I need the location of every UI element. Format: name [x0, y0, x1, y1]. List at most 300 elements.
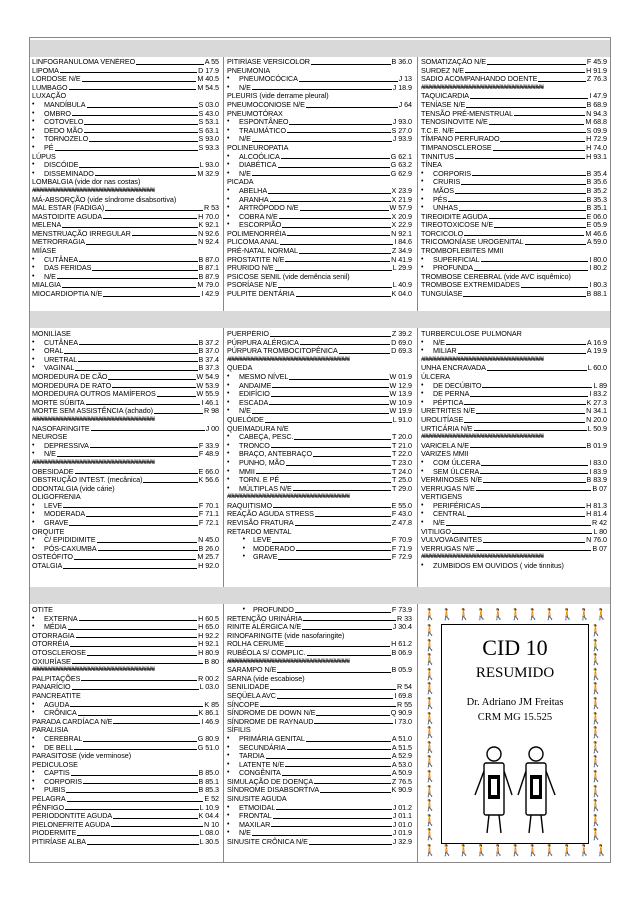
bullet-icon: •	[421, 467, 424, 475]
entry-label: DE DECÚBITO	[433, 380, 482, 390]
index-entry	[227, 838, 412, 847]
entry-label: PIODERMITE	[32, 828, 77, 838]
entry-label: CENTRAL	[433, 509, 467, 519]
leader-line	[300, 210, 389, 211]
entry-label: MODERADO	[253, 543, 295, 553]
entry-label: PROSTATITE N/E	[227, 254, 285, 264]
bullet-icon: •	[32, 519, 35, 527]
leader-line	[538, 81, 585, 82]
icd-code: F 45.9	[586, 58, 607, 66]
person-border-icon: 🚶 🚶 🚶 🚶 🚶 🚶 🚶 🚶 🚶 🚶 🚶	[423, 844, 609, 857]
leader-line	[113, 723, 200, 724]
leader-line	[55, 150, 198, 151]
icd-code: F 72.9	[391, 552, 412, 562]
leader-line	[287, 749, 391, 750]
bullet-icon: •	[32, 544, 35, 552]
entry-label: AGUDA	[44, 699, 70, 709]
entry-label: LIPOMA	[32, 65, 59, 75]
icd-code: H 92.1	[198, 639, 219, 649]
leader-line	[78, 361, 197, 362]
leader-line	[494, 227, 585, 228]
bullet-icon: •	[242, 606, 245, 613]
leader-line	[289, 124, 391, 125]
divider-hashes: ##############################################	[421, 355, 545, 363]
entry-label: QUELÓIDE	[227, 414, 264, 424]
leader-line	[455, 193, 586, 194]
icd-code: I 80.2	[589, 263, 607, 273]
leader-line	[111, 826, 203, 827]
bullet-icon: •	[32, 169, 35, 177]
entry-label: OTALGIA	[32, 561, 63, 571]
icd-code: N 92.6	[198, 228, 219, 238]
icd-code: H 93.1	[586, 151, 607, 161]
bullet-icon: •	[32, 135, 35, 143]
entry-label: GRAVE	[253, 552, 278, 562]
icd-code: Z 39.2	[391, 330, 412, 338]
divider-hashes: ##############################################	[227, 355, 351, 363]
entry-label: PARALISIA	[32, 725, 69, 735]
icd-code: M 40.5	[197, 74, 219, 84]
bullet-icon: •	[421, 398, 424, 406]
leader-line	[285, 766, 391, 767]
entry-label: MORDEDURA DE RATO	[32, 380, 112, 390]
leader-line	[452, 533, 593, 534]
bullet-icon: •	[227, 195, 230, 203]
entry-label: ESPONTÂNEO	[239, 117, 289, 127]
icd-code: W 19.9	[389, 406, 412, 416]
entry-label: TENSÃO PRÉ-MENSTRUAL	[421, 108, 514, 118]
bullet-icon: •	[227, 812, 230, 820]
leader-line	[311, 64, 391, 65]
leader-line	[81, 680, 197, 681]
icd-code: R 55	[397, 699, 412, 709]
icd-code: J 01.1	[392, 811, 412, 821]
index-entry	[227, 127, 412, 136]
icd-code: A 55	[204, 58, 219, 66]
leader-line	[306, 741, 391, 742]
leader-line	[489, 218, 586, 219]
leader-line	[79, 620, 198, 621]
icd-code: N 10	[204, 819, 219, 829]
leader-line	[136, 64, 204, 65]
leader-line	[252, 89, 392, 90]
bullet-icon: •	[227, 118, 230, 126]
index-entry	[32, 838, 219, 847]
bullet-icon: •	[32, 347, 35, 355]
entry-label: MÃOS	[433, 185, 454, 195]
entry-label: RUBÉOLA S/ COMPLIC.	[227, 647, 306, 657]
entry-label: PSORÍASE N/E	[227, 280, 278, 290]
entry-label: COM ÚLCERA	[433, 457, 481, 467]
leader-line	[95, 175, 197, 176]
icd-code: Z 76.3	[586, 74, 607, 84]
icd-code: S 09.9	[586, 125, 607, 135]
entry-label: DE BELL	[44, 742, 74, 752]
icd-code: L 89	[593, 380, 607, 390]
leader-line	[71, 775, 198, 776]
entry-label: DEPRESSIVA	[44, 440, 89, 450]
entry-label: PRÉ-NATAL NORMAL	[227, 246, 298, 256]
icd-code: A 53.0	[391, 759, 412, 769]
header-band-top	[30, 40, 610, 57]
icd-code: B 88.1	[586, 289, 607, 299]
bullet-icon: •	[227, 734, 230, 742]
leader-line	[299, 253, 391, 254]
author-name: Dr. Adriano JM Freitas	[466, 697, 564, 708]
leader-line	[295, 612, 391, 613]
icd-code: K 90.9	[391, 785, 412, 795]
entry-label: OSTEÓFITO	[32, 552, 73, 562]
leader-line	[289, 379, 388, 380]
icd-code: R 54	[397, 682, 412, 692]
icd-code: N 34.1	[586, 406, 607, 416]
icd-code: B 37.3	[198, 363, 219, 373]
entry-label: VARICELA N/E	[421, 440, 469, 450]
icd-code: T 25.0	[392, 475, 412, 485]
entry-label: ARANHA	[239, 194, 269, 204]
icd-code: J 18.9	[392, 82, 412, 92]
entry-label: PRIMÁRIA GENITAL	[239, 733, 305, 743]
entry-label: URTICÁRIA N/E	[421, 423, 473, 433]
icd-code: H 81.4	[586, 509, 607, 519]
entry-label: DIABÉTICA	[239, 160, 277, 170]
leader-line	[113, 818, 197, 819]
leader-line	[295, 525, 391, 526]
entry-label: VULVOVAGINITES	[421, 535, 482, 545]
entry-label: TORNOZELO	[44, 134, 89, 144]
entry-label: TRICOMONÍASE UROGENITAL	[421, 237, 524, 247]
entry-label: QUEIMADURA N/E	[227, 423, 289, 433]
icd-code: H 92.0	[198, 561, 219, 571]
bullet-icon: •	[32, 264, 35, 272]
icd-code: H 72.9	[586, 134, 607, 144]
leader-line	[455, 158, 585, 159]
reference-sheet	[29, 37, 611, 863]
icd-code: B 06.9	[391, 647, 412, 657]
icd-code: B 36.0	[391, 58, 412, 66]
icd-code: Z 76.5	[391, 776, 412, 786]
icd-code: K 85	[204, 699, 219, 709]
leader-line	[87, 655, 197, 656]
icd-code: X 22.9	[391, 220, 412, 230]
entry-label: POLIMENORRÉIA	[227, 228, 287, 238]
entry-label: OTOSCLEROSE	[32, 647, 87, 657]
entry-label: MAXILAR	[239, 819, 271, 829]
icd-code: X 21.9	[391, 194, 412, 204]
entry-label: PUNHO, MÃO	[239, 457, 285, 467]
leader-line	[493, 150, 586, 151]
bullet-icon: •	[32, 709, 35, 717]
bullet-icon: •	[227, 204, 230, 212]
entry-label: ABELHA	[239, 185, 268, 195]
leader-line	[461, 184, 585, 185]
icd-code: Z 47.8	[391, 518, 412, 528]
logo-panel	[419, 604, 609, 862]
icd-code: S 93.0	[198, 134, 219, 144]
icd-code: B 35.6	[586, 177, 607, 187]
leader-line	[67, 801, 204, 802]
index-entry	[227, 485, 412, 494]
entry-label: TAQUICARDIA	[421, 91, 470, 101]
index-entry	[32, 658, 219, 667]
bullet-icon: •	[32, 510, 35, 518]
leader-line	[57, 278, 198, 279]
bullet-icon: •	[227, 221, 230, 229]
entry-label: SARAMPO N/E	[227, 665, 277, 675]
leader-line	[472, 175, 586, 176]
index-entry	[32, 238, 219, 247]
leader-line	[66, 792, 197, 793]
icd-code: S 93.3	[198, 142, 219, 152]
entry-label: VAGINAL	[44, 363, 75, 373]
divider-hashes: ##############################################	[32, 666, 156, 674]
leader-line	[69, 89, 197, 90]
leader-line	[62, 227, 197, 228]
entry-label: LORDOSE N/E	[32, 74, 81, 84]
entry-label: QUEDA	[227, 363, 253, 373]
leader-line	[269, 404, 388, 405]
icd-code: H 74.0	[586, 142, 607, 152]
icd-code: B 07	[592, 543, 607, 553]
bullet-icon: •	[32, 100, 35, 108]
entry-label: DEDO MÃO	[44, 125, 83, 135]
entry-label: T.C.E. N/E	[421, 125, 455, 135]
entry-label: DISCÓIDE	[44, 160, 79, 170]
entry-label: VERRUGAS N/E	[421, 483, 475, 493]
logo-card	[441, 624, 589, 844]
icd-code: K 27.3	[586, 397, 607, 407]
entry-label: TORN. E PÉ	[239, 475, 280, 485]
leader-line	[143, 482, 197, 483]
icd-code: B 35.4	[586, 168, 607, 178]
icd-code: X 23.9	[391, 185, 412, 195]
leader-line	[252, 141, 392, 142]
entry-label: SOMATIZAÇÃO N/E	[421, 58, 487, 66]
entry-label: OXIURÍASE	[32, 656, 71, 666]
index-entry	[421, 330, 607, 339]
icd-code: B 68.9	[586, 99, 607, 109]
leader-line	[455, 132, 585, 133]
entry-label: SARNA (vide escabiose)	[227, 673, 305, 683]
leader-line	[278, 287, 391, 288]
leader-line	[525, 244, 586, 245]
leader-line	[487, 64, 586, 65]
icd-code: F 70.1	[198, 500, 219, 510]
entry-label: SADIO ACOMPANHANDO DOENTE	[421, 74, 538, 84]
entry-label: URETRITES N/E	[421, 406, 476, 416]
panel-p-r	[227, 330, 412, 586]
entry-label: MÚLTIPLAS N/E	[239, 483, 292, 493]
leader-line	[84, 124, 197, 125]
bullet-icon: •	[32, 536, 35, 544]
entry-label: N/E	[433, 518, 445, 528]
icd-code: A 52.9	[391, 751, 412, 761]
icd-code: T 29.0	[392, 483, 412, 493]
leader-line	[314, 723, 393, 724]
bullet-icon: •	[32, 743, 35, 751]
entry-label: REAÇÃO AGUDA STRESS	[227, 509, 314, 519]
leader-line	[276, 809, 391, 810]
leader-line	[270, 689, 396, 690]
leader-line	[68, 629, 198, 630]
index-entry	[227, 290, 412, 299]
entry-label: MORTE SÚBITA	[32, 397, 85, 407]
icd-code: M 54.5	[197, 82, 219, 92]
entry-label: SÍFILIS	[227, 725, 251, 735]
entry-label: PLEURIS (vide derrame pleural)	[227, 91, 329, 101]
entry-label: PÉPTICA	[433, 397, 464, 407]
entry-label: MILIAR	[433, 346, 457, 356]
icd-code: L 80	[593, 526, 607, 536]
leader-line	[83, 783, 198, 784]
entry-label: BRAÇO, ANTEBRAÇO	[239, 449, 313, 459]
leader-line	[91, 430, 205, 431]
leader-line	[79, 344, 198, 345]
entry-label: PICADA	[227, 177, 254, 187]
leader-line	[280, 482, 391, 483]
entry-label: TÍNEA	[421, 160, 442, 170]
icd-code: L 60.0	[587, 363, 607, 373]
leader-line	[483, 482, 585, 483]
entry-label: TIREOIDITE AGUDA	[421, 211, 488, 221]
entry-label: PÉS	[433, 194, 448, 204]
icd-code: F 71.9	[391, 543, 412, 553]
icd-code: T 20.0	[392, 432, 412, 442]
index-entry	[32, 58, 219, 67]
icd-code: M 79.0	[197, 280, 219, 290]
bullet-icon: •	[421, 381, 424, 389]
entry-label: PIELONEFRITE AGUDA	[32, 819, 111, 829]
leader-line	[75, 473, 198, 474]
bullet-icon: •	[242, 553, 245, 561]
leader-line	[476, 550, 592, 551]
icd-code: M 32.9	[197, 168, 219, 178]
icd-code: R 42	[592, 518, 607, 528]
entry-label: RAQUITISMO	[227, 500, 273, 510]
entry-label: CAPTIS	[44, 768, 70, 778]
leader-line	[521, 287, 589, 288]
leader-line	[294, 439, 391, 440]
entry-label: OMBRO	[44, 108, 71, 118]
entry-label: C/ EPIDIDIMITE	[44, 535, 96, 545]
leader-line	[65, 809, 199, 810]
leader-line	[105, 210, 203, 211]
entry-label: MÁ-ABSORÇÃO (vide síndrome disabsortiva)	[32, 194, 177, 204]
leader-line	[76, 637, 198, 638]
index-entry	[32, 450, 219, 459]
divider-hashes: ##############################################	[421, 553, 545, 561]
divider-hashes: ##############################################	[421, 433, 545, 441]
leader-line	[514, 115, 585, 116]
icd-code: T 21.0	[392, 440, 412, 450]
entry-label: PARASITOSE (vide verminose)	[32, 751, 132, 761]
icd-code: J 93.0	[392, 117, 412, 127]
leader-line	[467, 516, 585, 517]
entry-label: SIMULAÇÃO DE DOENÇA	[227, 776, 314, 786]
icd-code: J 64	[398, 99, 412, 109]
leader-line	[87, 107, 198, 108]
icd-code: R 53	[204, 203, 219, 213]
entry-label: PARADA CARDÍACA N/E	[32, 716, 113, 726]
entry-label: TÍMPANO PERFURADO	[421, 134, 500, 144]
icd-code: S 63.1	[198, 125, 219, 135]
index-entry	[421, 187, 607, 196]
leader-line	[277, 698, 393, 699]
entry-label: PNEUMOTÓRAX	[227, 108, 283, 118]
divider-hashes: ##############################################	[421, 83, 545, 91]
icd-code: M 46.6	[585, 228, 607, 238]
leader-line	[84, 132, 198, 133]
entry-label: N/E	[239, 134, 251, 144]
bullet-icon: •	[421, 264, 424, 272]
bullet-icon: •	[421, 186, 424, 194]
leader-line	[82, 81, 197, 82]
entry-label: TINNITUS	[421, 151, 454, 161]
leader-line	[97, 542, 197, 543]
icd-code: B 85.3	[198, 785, 219, 795]
icd-code: B 37.4	[198, 354, 219, 364]
entry-label: LOMBALGIA (vide dor nas costas)	[32, 177, 141, 187]
icd-code: W 12.9	[389, 380, 412, 390]
entry-label: PROFUNDA	[433, 263, 473, 273]
logo-title: CID 10	[482, 635, 548, 660]
icd-code: I 80.0	[589, 254, 607, 264]
entry-label: PÚRPURA TROMBOCITOPÊNICA	[227, 346, 338, 356]
divider-hashes: ##############################################	[227, 493, 351, 501]
leader-line	[282, 227, 390, 228]
entry-label: MIOCARDIOPTIA N/E	[32, 289, 103, 299]
bullet-icon: •	[227, 152, 230, 160]
index-entry	[227, 161, 412, 170]
bullet-icon: •	[227, 381, 230, 389]
bullet-icon: •	[227, 372, 230, 380]
bullet-icon: •	[227, 484, 230, 492]
icd-code: B 35.1	[586, 203, 607, 213]
entry-label: GRAVE	[44, 518, 69, 528]
entry-label: PUERPÉRIO	[227, 330, 269, 338]
bullet-icon: •	[32, 338, 35, 346]
entry-label: LUXAÇÃO	[32, 91, 67, 101]
icd-code: A 59.0	[586, 237, 607, 247]
leader-line	[60, 72, 197, 73]
icd-code: G 62.1	[390, 151, 412, 161]
leader-line	[74, 559, 196, 560]
icd-code: I 47.9	[589, 91, 607, 101]
leader-line	[157, 396, 196, 397]
icd-code: J 00	[205, 423, 219, 433]
divider-hashes: ##############################################	[227, 657, 351, 665]
entry-label: MORDEDURA OUTROS MAMÍFEROS	[32, 389, 156, 399]
leader-line	[287, 132, 391, 133]
leader-line	[476, 413, 585, 414]
icd-code: B 01.9	[586, 440, 607, 450]
icd-code: B 35.2	[586, 185, 607, 195]
entry-label: PALPITAÇÕES	[32, 673, 81, 683]
icd-code: S 53.1	[198, 117, 219, 127]
entry-label: SURDEZ N/E	[421, 65, 465, 75]
leader-line	[273, 818, 392, 819]
entry-label: CUTÂNEA	[44, 337, 78, 347]
icd-code: L 30.5	[199, 837, 219, 847]
icd-code: I 84.6	[394, 237, 412, 247]
bullet-icon: •	[32, 734, 35, 742]
icd-code: A 51.0	[391, 733, 412, 743]
index-entry	[32, 264, 219, 273]
leader-line	[103, 218, 197, 219]
bullet-icon: •	[421, 347, 424, 355]
leader-line	[314, 783, 391, 784]
index-entry	[32, 407, 219, 416]
